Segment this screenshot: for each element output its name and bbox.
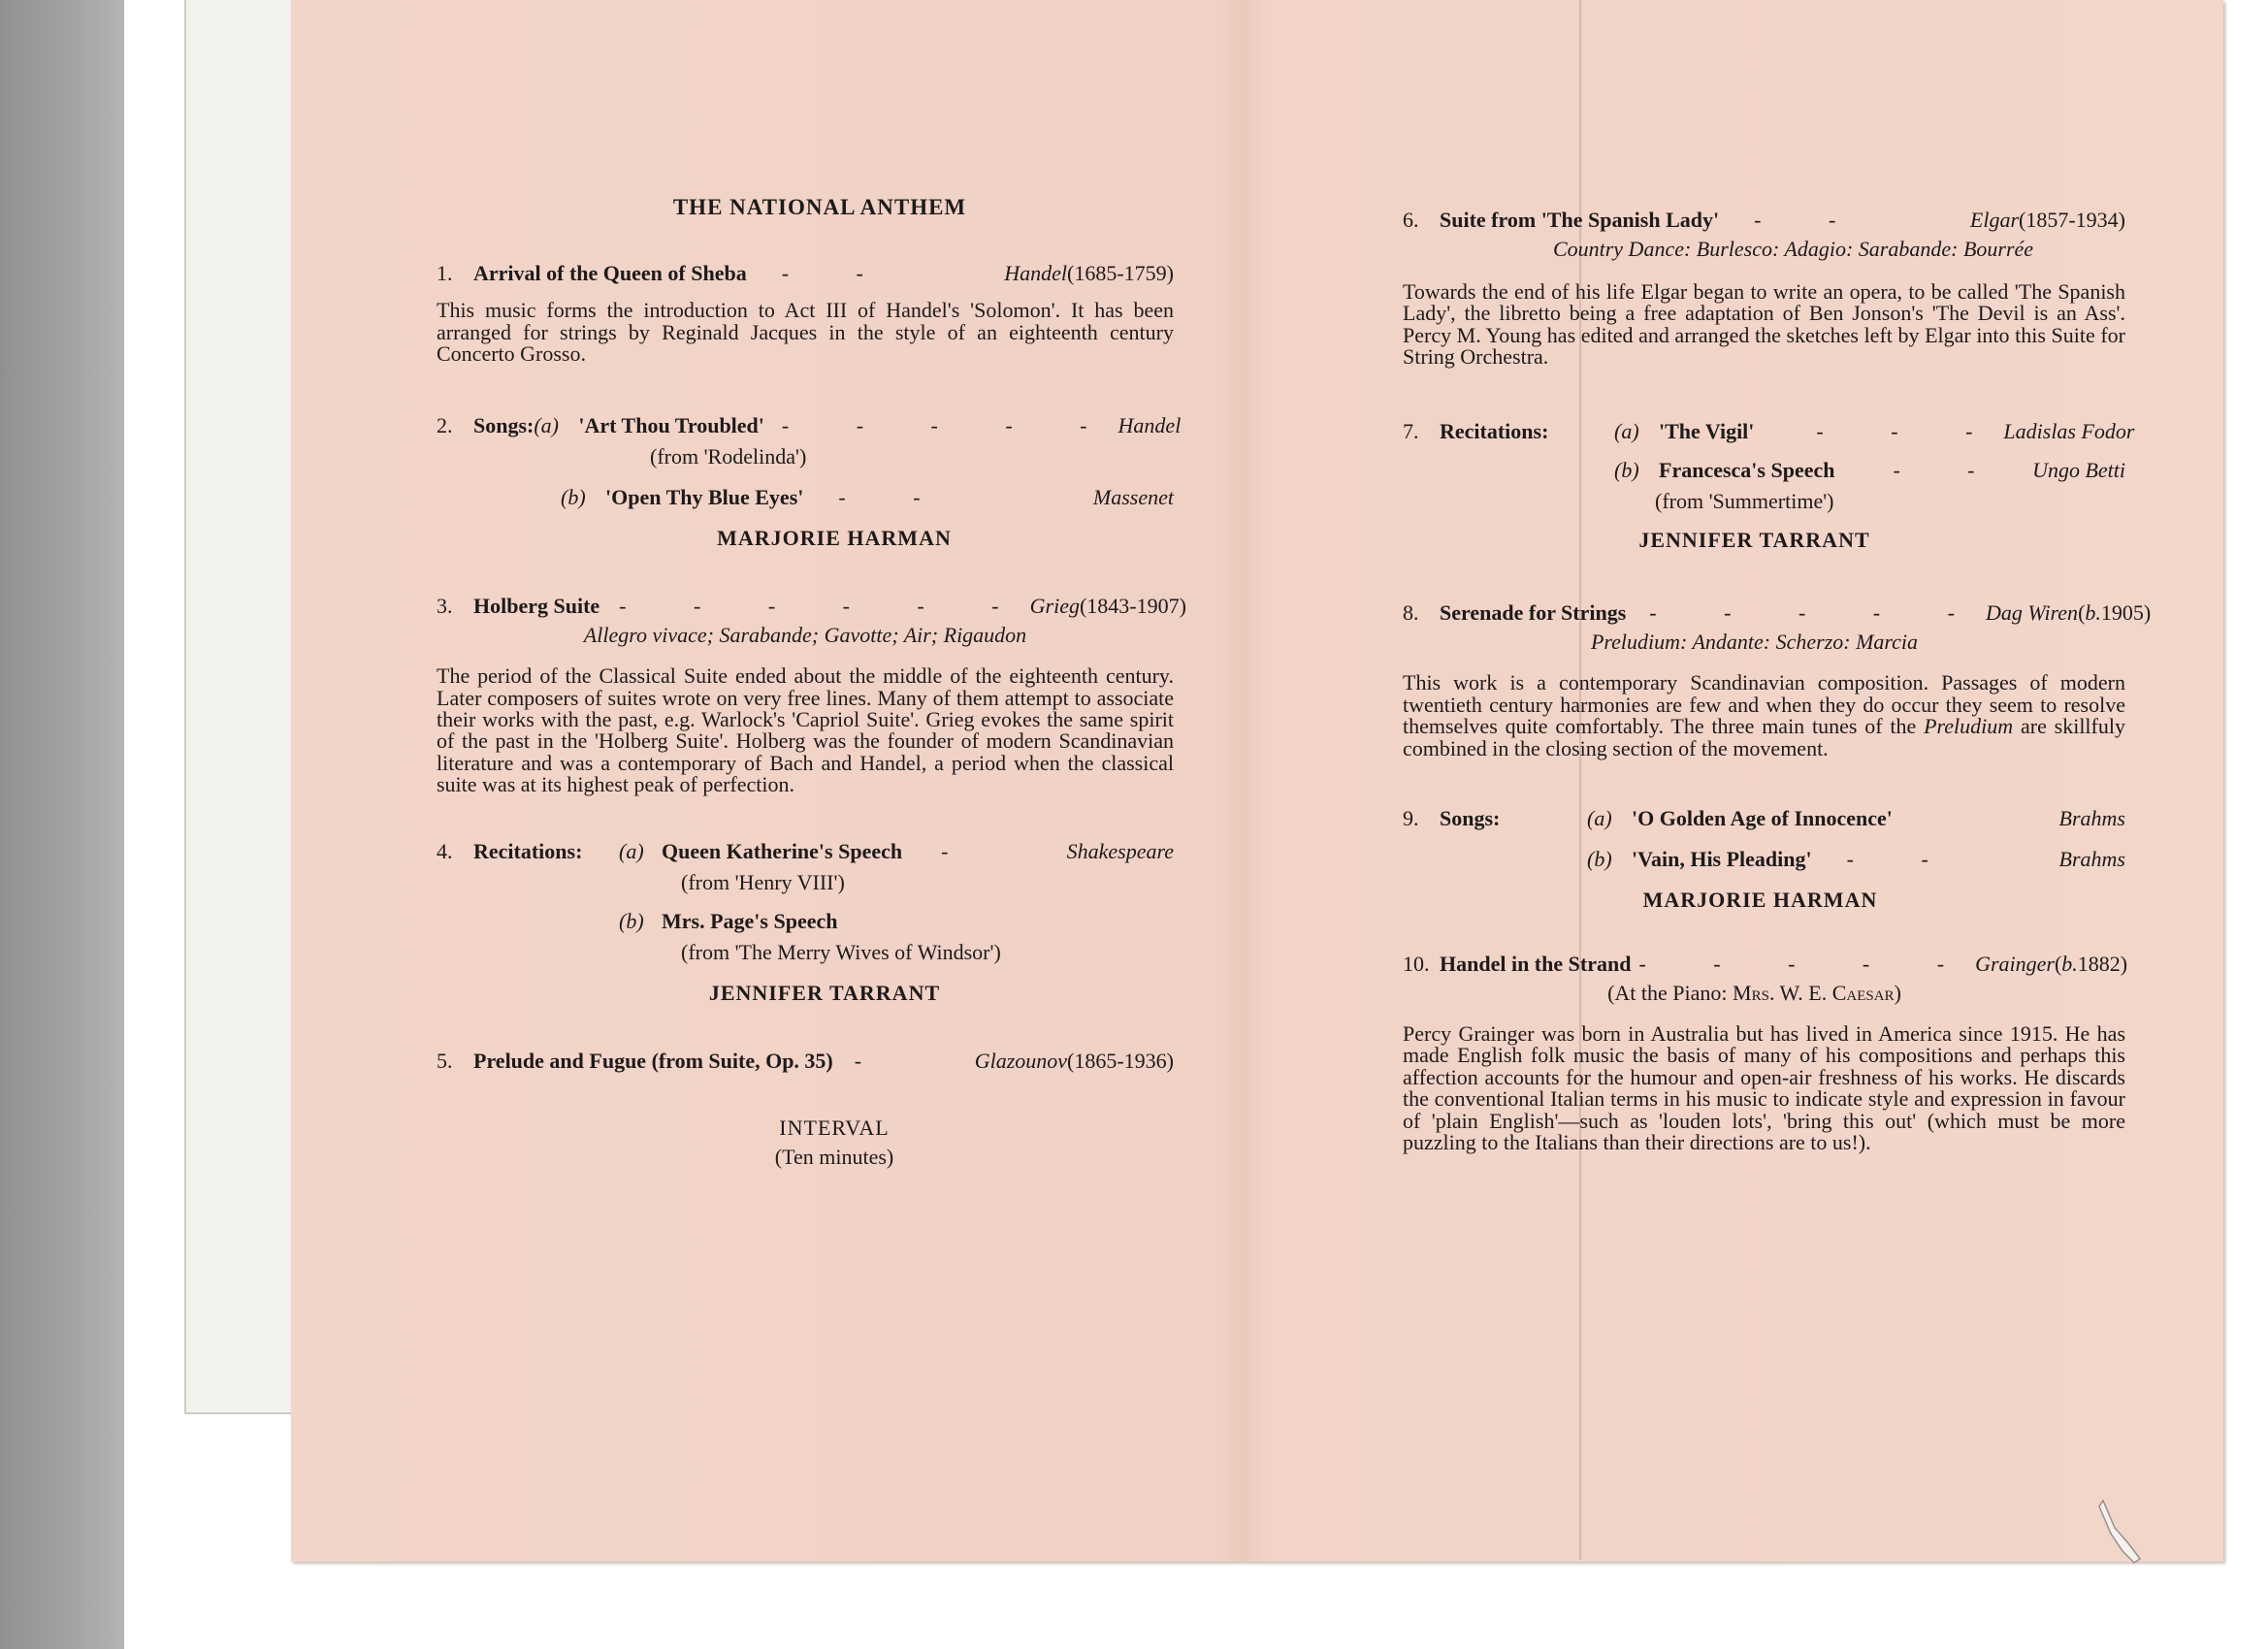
item-number: 7. [1403,418,1419,443]
item-number: 4. [437,838,453,863]
interval-heading: INTERVAL [779,1116,890,1141]
programme-item-8 [1403,600,2152,760]
movements: Country Dance: Burlesco: Adagio: Sarabande: Bourrée [1552,236,2034,261]
item-label: Songs: [473,413,535,438]
composer-dates: (1843-1907) [1079,594,1186,619]
part-letter: (a) [534,413,560,438]
performer-name: JENNIFER TARRANT [708,980,941,1005]
item-number: 2. [437,413,453,438]
part-letter: (a) [1587,806,1612,831]
part-letter: (b) [1587,847,1612,872]
composer-dates-close: 1905) [2100,600,2152,626]
programme-item-9 [1403,806,2125,913]
composer-dates-open: ( [2054,951,2062,976]
composer: Brahms [2058,806,2125,831]
programme-item-5 [437,1049,1174,1074]
accompanist-name: Mrs. W. E. Caesar [1733,980,1895,1005]
dash-leader: - - [1754,208,1867,232]
programme-item-6 [1403,208,2125,369]
scanner-background [0,0,124,1649]
part-letter: (b) [619,908,644,933]
author: Ungo Betti [2032,457,2125,482]
item-number: 10. [1403,951,1430,976]
composer: Brahms [2058,847,2125,872]
programme-note: This music forms the introduction to Act III of Handel's 'Solomon'. It has been arranged for strings by Reginald Jacques in the style of an eighteenth century Concerto Grosso. [437,298,1174,366]
national-anthem-heading: THE NATIONAL ANTHEM [672,195,967,219]
programme-item-3 [437,594,1186,797]
note-italic: Preludium [1924,714,2014,739]
performer-name: MARJORIE HARMAN [1642,888,1878,913]
torn-corner-mark [2095,1499,2154,1567]
item-label: Songs: [1440,806,1501,831]
recitation-title: 'The Vigil' [1659,418,1755,443]
song-title: 'Open Thy Blue Eyes' [605,485,804,510]
composer-dates: (1857-1934) [2019,208,2125,232]
composer: Dag Wiren [1985,600,2079,626]
composer-dates-close: 1882) [2077,951,2128,976]
programme-item-4 [437,839,1174,1006]
born-abbrev: b. [2061,951,2078,976]
recitation-source: (from 'Summertime') [1655,488,1834,513]
dash-leader: - - - - - [1638,951,1976,976]
performer-name: JENNIFER TARRANT [1638,527,1870,552]
performer-name: MARJORIE HARMAN [717,526,952,551]
dash-leader: - - [1893,457,2006,482]
dash-leader: - - [1846,847,1960,872]
accompanist-suffix: ) [1894,980,1901,1005]
item-number: 6. [1403,208,1419,232]
dash-leader: - - - - - [781,413,1118,438]
programme-item-2 [437,413,1182,551]
item-title: Serenade for Strings [1440,600,1627,626]
accompanist-line [1383,981,2125,1006]
left-page [437,194,1186,1170]
dash-leader: - - - - - - [619,594,1030,619]
item-title: Suite from 'The Spanish Lady' [1440,208,1720,232]
recitation-title: Queen Katherine's Speech [662,838,903,863]
item-label: Recitations: [1440,418,1549,443]
dash-leader: - - - [1816,418,2004,443]
item-title: Arrival of the Queen of Sheba [473,261,747,286]
recitation-title: Mrs. Page's Speech [662,908,838,933]
programme-item-7 [1403,418,2135,553]
composer: Grieg [1029,594,1080,619]
dash-leader: - - [838,485,952,510]
item-number: 5. [437,1048,453,1073]
interval-duration: (Ten minutes) [774,1145,894,1170]
item-number: 9. [1403,806,1419,831]
movements: Preludium: Andante: Scherzo: Marcia [1590,630,1919,655]
part-letter: (a) [1614,418,1639,443]
programme-note: Percy Grainger was born in Australia but has lived in America since 1915. He has made English folk music the basis of many of his compositions and perhaps this affection accounts for the humour and open-air freshness of his works. He discards the conventional Italian terms in his music to indicate style and expression in favour of 'plain English'—such as 'louden lots', 'bring this out' (which must be more puzzling to the Italians than their directions are to us!). [1403,1020,2125,1155]
item-number: 1. [437,261,453,286]
song-title: 'Art Thou Troubled' [578,413,764,438]
composer: Handel [1118,413,1182,438]
composer: Handel [1004,261,1068,286]
part-letter: (a) [619,838,644,863]
recitation-title: Francesca's Speech [1659,457,1835,482]
composer-dates-open: ( [2078,600,2086,626]
programme-note [1403,672,2125,760]
composer-dates: (1865-1936) [1067,1048,1174,1073]
dash-leader: - [854,1048,862,1073]
composer-dates: (1685-1759) [1067,261,1174,286]
note-text: This work is a contemporary Scandinavian composition. Passages of modern twentieth century harmonies are few and when they do occur they seem to resolve themselves quite comfortably. The three main tunes of the [1403,670,2125,739]
programme-note: Towards the end of his life Elgar began to write an opera, to be called 'The Spanish Lady', the libretto being a free adaptation of Ben Jonson's 'The Devil is an Ass'. Percy M. Young has edited and arranged the sketches left by Elgar into this Suite for String Orchestra. [1403,278,2125,370]
composer: Massenet [1092,485,1174,510]
item-title: Holberg Suite [473,594,600,619]
movements: Allegro vivace; Sarabande; Gavotte; Air; Rigaudon [583,623,1027,648]
item-label: Recitations: [473,838,583,863]
song-source: (from 'Rodelinda') [650,444,807,469]
item-number: 3. [437,594,453,619]
author: Shakespeare [1066,838,1174,863]
dash-leader: - [941,838,980,863]
author: Ladislas Fodor [2003,418,2135,443]
song-title: 'Vain, His Pleading' [1632,847,1812,872]
accompanist-prefix: (At the Piano: [1607,980,1733,1005]
dash-leader: - - - - - [1649,600,1986,626]
item-title: Prelude and Fugue (from Suite, Op. 35) [473,1048,833,1073]
born-abbrev: b. [2085,600,2101,626]
part-letter: (b) [561,485,586,510]
dash-leader: - - [781,261,894,286]
composer: Glazounov [974,1048,1068,1073]
recitation-source: (from 'Henry VIII') [681,869,845,894]
item-title: Handel in the Strand [1440,951,1632,976]
song-title: 'O Golden Age of Innocence' [1632,806,1893,831]
composer: Elgar [1969,208,2020,232]
programme-note: The period of the Classical Suite ended about the middle of the eighteenth century. Later composers of suites wrote on very free lines. Many of them attempt to associate their works with the past, e.g. Warlock's 'Capriol Suite'. Grieg evokes the same spirit of the past in the 'Holberg Suite'. Holberg was the founder of modern Scandinavian literature and was a contemporary of Bach and Handel, a period when the classical suite was at its highest peak of perfection. [437,663,1174,797]
programme-item-1 [437,261,1174,365]
composer: Grainger [1975,951,2055,976]
item-number: 8. [1403,600,1419,626]
programme-item-10 [1403,951,2128,1155]
right-page [1403,208,2152,1155]
note-text: are skillfuly combined in the closing section of the movement. [1403,714,2125,760]
recitation-source: (from 'The Merry Wives of Windsor') [681,939,1001,964]
part-letter: (b) [1614,457,1639,482]
